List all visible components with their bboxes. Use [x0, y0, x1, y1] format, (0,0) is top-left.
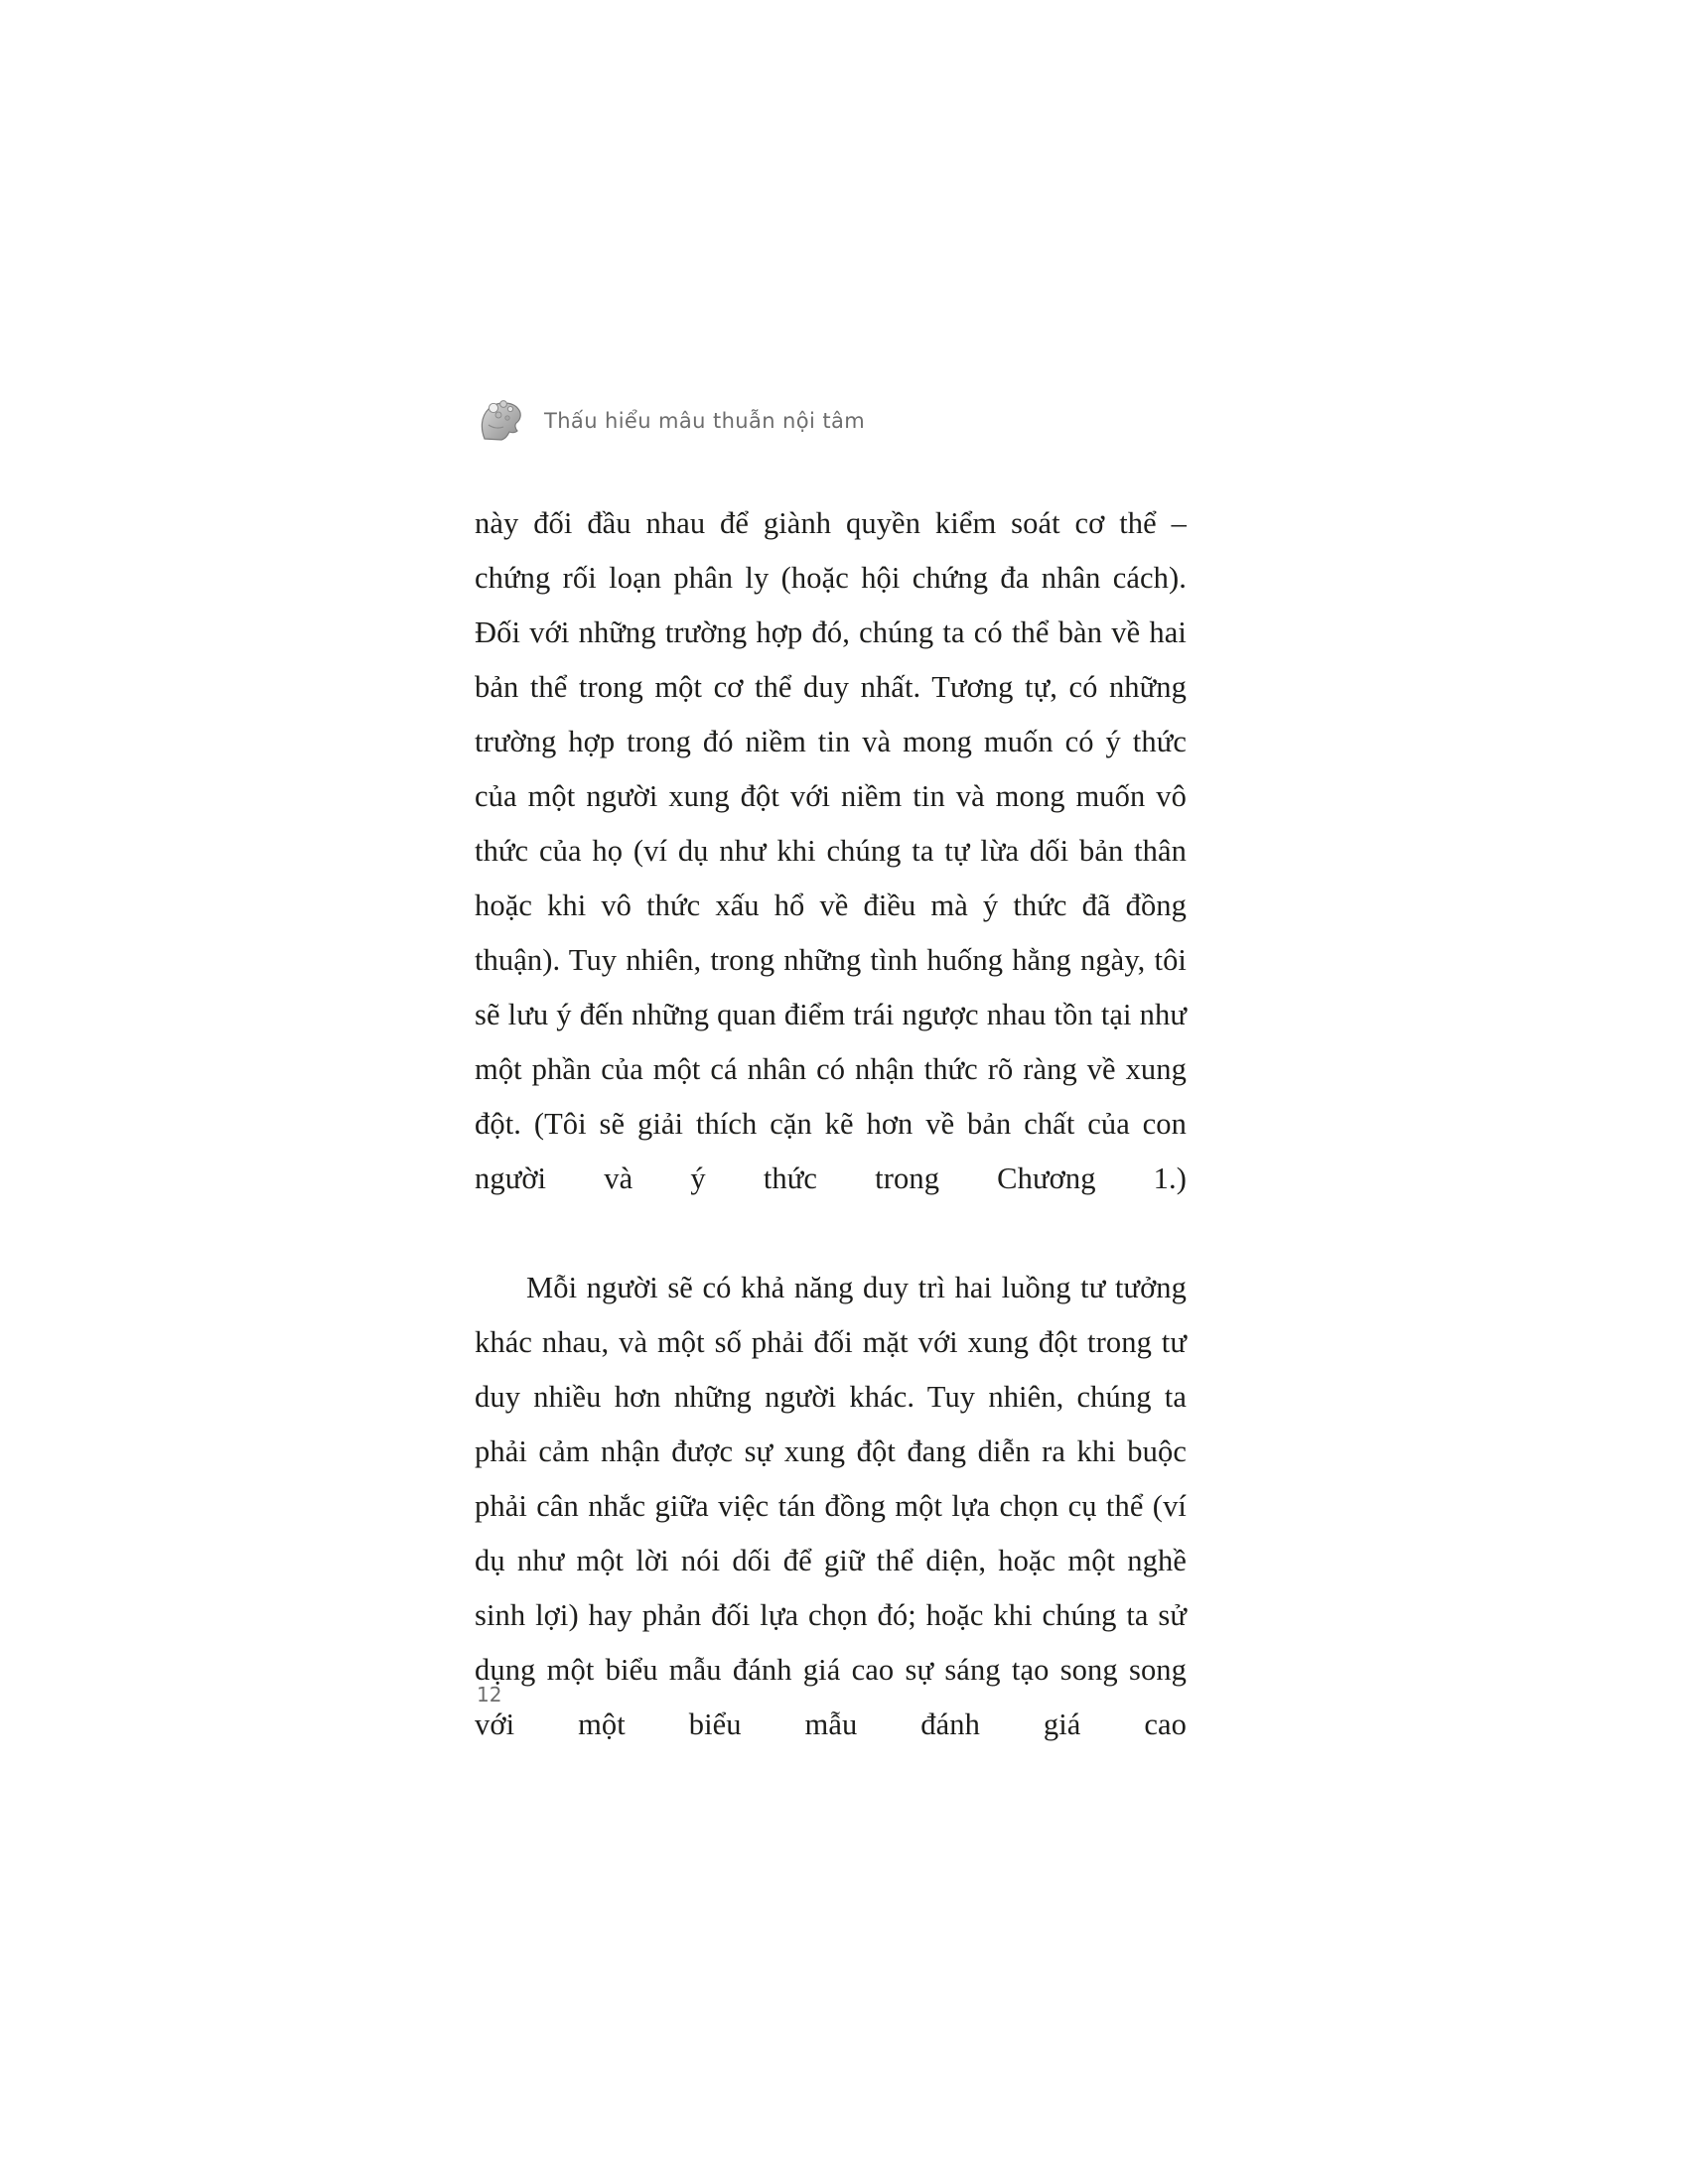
running-head-title: Thấu hiểu mâu thuẫn nội tâm	[544, 409, 866, 433]
running-head	[475, 395, 865, 447]
body-text	[475, 496, 1187, 1807]
paragraph: này đối đầu nhau để giành quyền kiểm soát cơ thể – chứng rối loạn phân ly (hoặc hội chứng đa nhân cách). Đối với những trường hợp đó, chúng ta có thể bàn về hai bản thể trong một cơ thể duy nhất. Tương tự, có những trường hợp trong đó niềm tin và mong muốn có ý thức của một người xung đột với niềm tin và mong muốn vô thức của họ (ví dụ như khi chúng ta tự lừa dối bản thân hoặc khi vô thức xấu hổ về điều mà ý thức đã đồng thuận). Tuy nhiên, trong những tình huống hằng ngày, tôi sẽ lưu ý đến những quan điểm trái ngược nhau tồn tại như một phần của một cá nhân có nhận thức rõ ràng về xung đột. (Tôi sẽ giải thích cặn kẽ hơn về bản chất của con người và ý thức trong Chương 1.)	[475, 506, 1187, 1195]
head-profile-icon	[475, 395, 526, 447]
page-number: 12	[477, 1683, 502, 1706]
paragraph: Mỗi người sẽ có khả năng duy trì hai luồng tư tưởng khác nhau, và một số phải đối mặt với xung đột trong tư duy nhiều hơn những người khác. Tuy nhiên, chúng ta phải cảm nhận được sự xung đột đang diễn ra khi buộc phải cân nhắc giữa việc tán đồng một lựa chọn cụ thể (ví dụ như một lời nói dối để giữ thể diện, hoặc một nghề sinh lợi) hay phản đối lựa chọn đó; hoặc khi chúng ta sử dụng một biểu mẫu đánh giá cao sự sáng tạo song song với một biểu mẫu đánh giá cao	[475, 1271, 1187, 1741]
